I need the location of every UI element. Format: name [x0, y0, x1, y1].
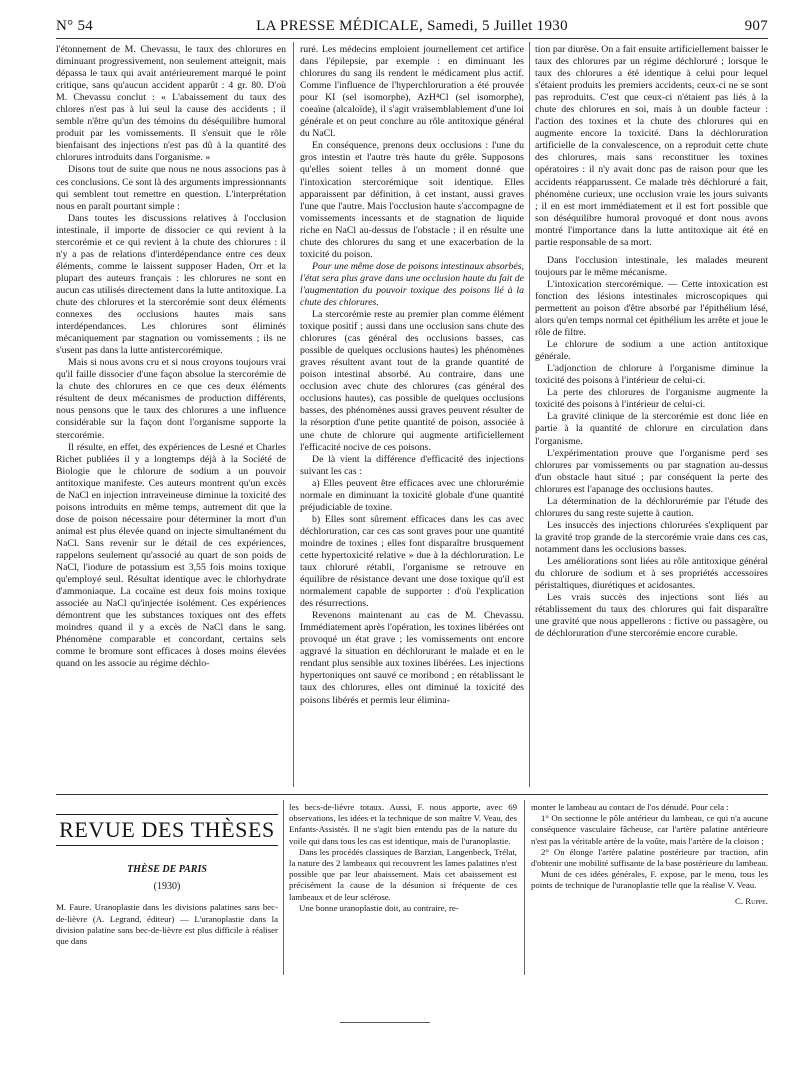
section-rule	[56, 794, 768, 795]
paragraph: tion par diurèse. On a fait ensuite artificiellement baisser le taux des chlorures par un régime déchloruré ; lorsque le taux des chlorures a été identique à celui pour lequel s'étaient produits les premiers accidents, ceux-ci ne se sont pas reproduits. C'est que ceux-ci n'étaient pas liés à la chute des chlorures en soi, mais à un double facteur : l'action des toxines et la chute des chlorures qui en augmente encore la toxicité. Dans la déchloruration artificielle de la convalescence, on a reproduit cette chute des chlorures, mais sans reconstituer les toxines opératoires : il n'y avait donc pas de raison pour que les accidents réapparussent. Ce malade très déchloruré a fait, phénomène curieux, une occlusion vraie les jours suivants ; il en est mort immédiatement et il est fort possible que son déséquilibre humoral provoqué et dont nous avons montré l'importance dans la lutte antitoxique ait été en partie responsable de sa mort.	[535, 44, 768, 248]
journal-title: LA PRESSE MÉDICALE, Samedi, 5 Juillet 1930	[256, 18, 568, 34]
paragraph: Pour une même dose de poisons intestinaux absorbés, l'état sera plus grave dans une occlusion haute du fait de l'augmentation du pouvoir toxique des poisons lié à la chute des chlorures.	[300, 260, 524, 308]
page-number-right: 907	[744, 18, 768, 34]
revue-column-3	[531, 802, 768, 982]
header-rule	[56, 38, 768, 39]
paragraph: La gravité clinique de la stercorémie est donc liée en partie à la quantité de chlorure en circulation dans l'organisme.	[535, 411, 768, 447]
page-number-left: N° 54	[56, 18, 94, 34]
paragraph: Muni de ces idées générales, F. expose, par le menu, tous les points de technique de l'uranoplastie telle que la réalise V. Veau.	[531, 869, 768, 891]
paragraph: monter le lambeau au contact de l'os dénudé. Pour cela :	[531, 802, 729, 812]
paragraph: La détermination de la déchlorurémie par l'étude des chlorures du sang reste sujette à caution.	[535, 495, 768, 519]
paragraph: 2° On élonge l'artère palatine postérieure par traction, afin d'obtenir une mobilité suffisante de la base postérieure du lambeau.	[531, 846, 768, 869]
paragraph: L'adjonction de chlorure à l'organisme diminue la toxicité des poisons à l'intérieur de celui-ci.	[535, 363, 768, 387]
paragraph: Revenons maintenant au cas de M. Chevassu. Immédiatement après l'opération, les toxines libérées ont provoqué un état grave ; les vomissements ont encore aggravé la situation en déchlorurant le malade et en le rendant plus sensible aux toxines libérées. Les injections hypertoniques ont sauvé ce moribond ; en rétablissant le taux des chlorures, elles ont diminué la toxicité des poisons libérés et permis leur élimina-	[300, 610, 524, 706]
article-column-3	[535, 44, 768, 790]
paragraph: 1° On sectionne le pôle antérieur du lambeau, ce qui n'a aucune conséquence vasculaire fâcheuse, car l'artère palatine antérieure n'est pas la véritable artère de la voûte, mais l'artère de la cloison ;	[531, 813, 768, 846]
column-divider	[293, 42, 294, 787]
page-header	[56, 14, 768, 36]
paragraph: b) Elles sont sûrement efficaces dans les cas avec déchloruration, car ces cas sont graves pour une quantité moindre de toxines ; elles font disparaître brusquement cette hypertoxicité relative » due à la déchloruration. Le taux chloruré rétabli, l'organisme se retrouve en équilibre de résistance devant une dose toxique qu'il est normalement capable de supporter : d'où l'explication des résurrections.	[300, 513, 524, 610]
paragraph: L'expérimentation prouve que l'organisme perd ses chlorures par vomissements ou par stagnation au-dessus d'un obstacle haut situé ; par conséquent la perte des chlorures est l'apanage des occlusions hautes.	[535, 447, 768, 495]
paragraph: M. Faure. Uranoplastie dans les divisions palatines sans bec-de-lièvre (A. Legrand, éditeur) — L'uranoplastie dans la division palatine sans bec-de-lièvre est plus difficile à réaliser que dans	[56, 902, 278, 947]
paragraph: Dans les procédés classiques de Barzian, Langenbeck, Trélat, la nature des 2 lambeaux qui recouvrent les lames palatines n'est possible que par leur abaissement. Mais cet abaissement est précisément la cause de la désunion si fréquente de ces lambeaux et de leur sclérose.	[289, 846, 517, 902]
paragraph: En conséquence, prenons deux occlusions : l'une du gros intestin et l'autre très haute du grêle. Supposons qu'elles soient telles à un moment donné que l'intoxication stercorémique soit identique. Elles apparaissent par définition, à cet instant, aussi graves l'une que l'autre. Mais l'occlusion haute s'accompagne de vomissements incessants et de stagnation de liquide riche en NaCl au-dessus de l'obstacle ; il en résulte une chute des chlorures du sang et une exacerbation de la toxicité du poison.	[300, 140, 524, 260]
revue-column-1	[56, 852, 278, 972]
paragraph: Les améliorations sont liées au rôle antitoxique général du chlorure de sodium et à ses propriétés accessoires péristaltiques, diurétiques et acidosantes.	[535, 555, 768, 592]
paragraph: De là vient la différence d'efficacité des injections suivant les cas :	[300, 453, 524, 477]
paragraph: Dans toutes les discussions relatives à l'occlusion intestinale, il importe de dissocier ce qui revient à la stercorémie et ce qui revient à la chute des chlorures : il n'y a pas de relations d'interdépendance entre ces deux éléments, comme le laissent supposer Haden, Orr et la plupart des auteurs français : les chlorures ne sont en aucun cas utilisés directement dans la lutte antitoxique. La chute des chlorures et la stercorémie sont deux éléments connexes des occlusions hautes mais sans interdépendances. Les chlorures sont éliminés mécaniquement par stagnation ou vomissements ; ils ne s'usent pas dans la lutte antistercorémique.	[56, 212, 286, 357]
paragraph: Une bonne uranoplastie doit, au contraire, re-	[299, 902, 459, 913]
paragraph: Il résulte, en effet, des expériences de Lesné et Charles Richet publiées il y a longtemps déjà à la Société de Biologie que le chlorure de sodium a un pouvoir antitoxique manifeste. Ces auteurs montrent qu'un excès de NaCl en injection intraveineuse diminue la toxicité des poisons introduits en même temps, autrement dit que la dose de poison nécessaire pour déterminer la mort d'un animal est plus élevée quand on injecte simultanément du NaCl. Sans revenir sur le détail de ces expériences, rappelons seulement qu'associé au quart de son poids de NaCl, l'iodure de potassium est 3,55 fois moins toxique qu'employé seul. Résultat identique avec le chlorhydrate d'ammoniaque. La cocaïne est deux fois moins toxique associée au NaCl qu'injectée isolément. Ces expériences démontrent que les substances toxiques ont des effets moindres quand il y a excès de NaCl dans le sang. Phénomène comparable et concordant, certains sels comme le bromure sont efficaces à doses moins élevées quand on les associe au régime déchlo-	[56, 441, 286, 670]
subsection-title: THÈSE DE PARIS	[127, 864, 207, 875]
paragraph: l'étonnement de M. Chevassu, le taux des chlorures en diminuant progressivement, non seulement atteignit, mais dépassa le taux qui avait antérieurement marqué le point critique, sans qu'aucun accident apparût : 4 gr. 80. D'où M. Chevassu conclut : « L'abaissement du taux des chlores n'est pas à lui seul la cause des accidents ; il semble n'être qu'un des témoins du déséquilibre humoral produit par les vomissements. Il s'ensuit que le rôle bienfaisant des injections n'est pas dû à la quantité des chlorures introduits dans l'organisme. »	[56, 44, 286, 164]
paragraph: Mais si nous avons cru et si nous croyons toujours vrai qu'il faille dissocier d'une façon absolue la stercorémie de la chute des chlorures en ce que ces deux éléments résultent de deux mécanismes de production différents, nous pensons que le taux des chlorures a une influence considérable sur la façon dont l'organisme supporte la stercorémie.	[56, 357, 286, 441]
revue-column-2	[289, 802, 517, 982]
column-divider	[524, 800, 525, 975]
paragraph: La perte des chlorures de l'organisme augmente la toxicité des poisons à l'intérieur de celui-ci.	[535, 387, 768, 411]
column-divider	[283, 800, 284, 975]
paragraph: Les insuccès des injections chlorurées s'expliquent par la gravité trop grande de la stercorémie vraie dans ces cas, notamment dans les occlusions basses.	[535, 519, 768, 555]
paragraph: Les vrais succès des injections sont liés au rétablissement du taux des chlorures qui fait disparaître une gravité que nous appellerons : fictive ou passagère, ou de déchloruration d'une stercorémie encore curable.	[535, 592, 768, 640]
paragraph: L'intoxication stercorémique. — Cette intoxication est fonction des lésions intestinales microscopiques qui permettent au poison d'être absorbé par l'épithélium lésé, alors qu'en temps normal cet épithélium les arrête et joue le rôle de filtre.	[535, 278, 768, 339]
paragraph: a) Elles peuvent être efficaces avec une chlorurémie normale en diminuant la toxicité globale d'une quantité préjudiciable de toxine.	[300, 477, 524, 513]
footer-rule	[340, 1022, 430, 1023]
subsection-year: (1930)	[153, 881, 181, 893]
author-signature: C. Ruppe.	[734, 895, 768, 906]
paragraph: Le chlorure de sodium a une action antitoxique générale.	[535, 339, 768, 363]
column-divider	[529, 42, 530, 787]
paragraph: Dans l'occlusion intestinale, les malades meurent toujours par le même mécanisme.	[535, 254, 768, 278]
paragraph: les becs-de-lièvre totaux. Aussi, F. nous apporte, avec 69 observations, les idées et la technique de son maître V. Veau, des Enfants-Assistés. Il ne s'agit bien entendu pas de la nature du voile qui dans tous les cas est identique, mais de l'uranoplastie.	[289, 802, 517, 846]
section-title: REVUE DES THÈSES	[56, 814, 278, 846]
article-column-1	[56, 44, 286, 790]
paragraph: La stercorémie reste au premier plan comme élément toxique positif ; aussi dans une occlusion sans chute des chlorures (cas général des occlusions basses, cas possible de quelques occlusions hautes) les phénomènes graves résultent avant tout de la grande quantité de poison intestinal absorbé. Au contraire, dans une occlusion avec chute des chlorures (cas général des occlusions hautes), cas possible de quelques occlusions basses, des phénomènes aussi graves peuvent résulter de la résorption d'une petite quantité de poison, associée à une chute de chlorure qui augmente artificiellement l'efficacité nocive de ces poisons.	[300, 309, 524, 453]
paragraph: ruré. Les médecins emploient journellement cet artifice dans l'épilepsie, par exemple : en diminuant les chlorures du sang ils rendent le médicament plus actif. Comme l'influence de l'hyperchloruration a été prouvée pour KI (sel isomorphe), AzH⁴Cl (sel isomorphe), coeaïne (alcaloïde), il s'agit vraisemblablement d'une loi générale et on peut conclure au rôle antitoxique général du NaCl.	[300, 44, 524, 140]
paragraph: Disons tout de suite que nous ne nous associons pas à ces conclusions. Ce sont là des arguments impressionnants qui semblent tout remettre en question. L'interprétation nous en paraît pourtant simple :	[56, 164, 286, 212]
article-column-2	[300, 44, 524, 790]
